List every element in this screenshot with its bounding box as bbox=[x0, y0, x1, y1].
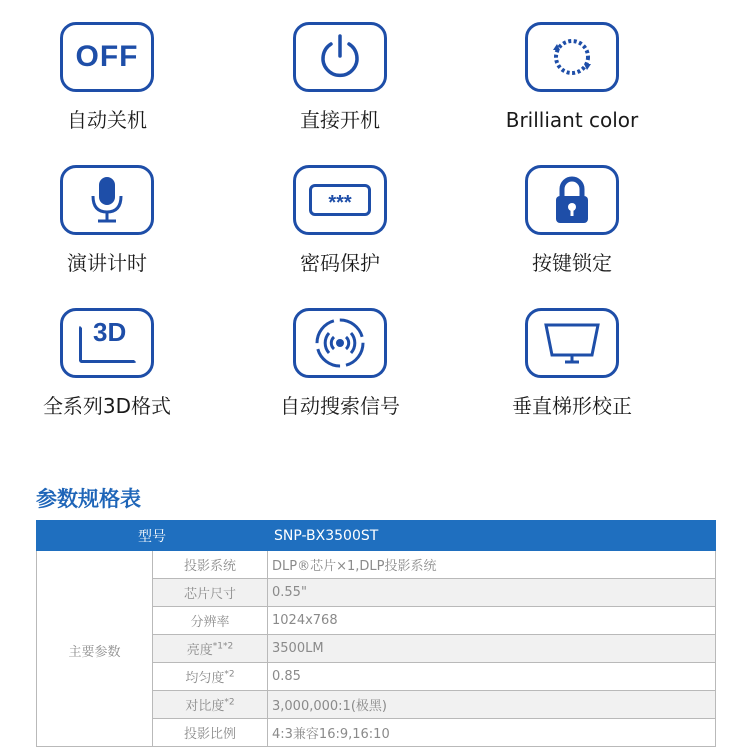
spec-value: DLP®芯片×1,DLP投影系统 bbox=[268, 551, 716, 579]
brilliant-color-icon bbox=[525, 22, 619, 92]
spec-key: 芯片尺寸 bbox=[153, 579, 268, 607]
spec-value: 1024x768 bbox=[268, 607, 716, 635]
spec-key: 均匀度$^{*2}$ bbox=[153, 663, 268, 691]
feature-key-lock bbox=[487, 165, 657, 275]
off-icon bbox=[60, 22, 154, 92]
model-label: 型号 bbox=[37, 521, 268, 551]
feature-label: 密码保护 bbox=[300, 251, 380, 275]
feature-direct-power-on bbox=[255, 22, 425, 132]
password-icon bbox=[293, 165, 387, 235]
lock-icon bbox=[525, 165, 619, 235]
password-icon-text: *** bbox=[328, 192, 352, 214]
feature-label: 自动关机 bbox=[67, 108, 147, 132]
feature-speech-timer bbox=[22, 165, 192, 275]
spec-group-label: 主要参数 bbox=[37, 551, 153, 747]
spec-value: 3500LM bbox=[268, 635, 716, 663]
spec-key: 亮度$^{*1*2}$ bbox=[153, 635, 268, 663]
signal-search-icon bbox=[293, 308, 387, 378]
feature-auto-signal-search bbox=[255, 308, 425, 418]
footnote-mark: *2 bbox=[224, 697, 235, 708]
footnote-mark: *2 bbox=[224, 669, 235, 680]
section-title: 参数规格表 bbox=[36, 487, 141, 511]
spec-value: 4:3兼容16:9,16:10 bbox=[268, 719, 716, 747]
table-row bbox=[37, 551, 716, 579]
microphone-icon bbox=[60, 165, 154, 235]
spec-value: 0.85 bbox=[268, 663, 716, 691]
3d-display-icon bbox=[60, 308, 154, 378]
feature-label: 按键锁定 bbox=[532, 251, 612, 275]
spec-key: 分辨率 bbox=[153, 607, 268, 635]
feature-label: 直接开机 bbox=[300, 108, 380, 132]
model-value: SNP-BX3500ST bbox=[268, 521, 716, 551]
feature-brilliant-color bbox=[487, 22, 657, 132]
spec-key: 投影系统 bbox=[153, 551, 268, 579]
feature-keystone-correction bbox=[487, 308, 657, 418]
feature-label: Brilliant color bbox=[505, 108, 639, 132]
3d-icon-text: 3D bbox=[93, 317, 127, 347]
keystone-icon bbox=[525, 308, 619, 378]
spec-value: 3,000,000:1(极黑) bbox=[268, 691, 716, 719]
spec-key: 对比度$^{*2}$ bbox=[153, 691, 268, 719]
feature-label: 演讲计时 bbox=[67, 251, 147, 275]
spec-table bbox=[36, 520, 716, 747]
feature-label: 自动搜索信号 bbox=[280, 394, 400, 418]
spec-value: 0.55" bbox=[268, 579, 716, 607]
feature-password-protection bbox=[255, 165, 425, 275]
feature-label: 垂直梯形校正 bbox=[512, 394, 632, 418]
spec-header-row bbox=[37, 521, 716, 551]
feature-label: 全系列3D格式 bbox=[42, 394, 172, 418]
feature-auto-off bbox=[22, 22, 192, 132]
feature-3d-format bbox=[22, 308, 192, 418]
spec-key: 投影比例 bbox=[153, 719, 268, 747]
footnote-mark: *1*2 bbox=[212, 641, 234, 652]
power-icon bbox=[293, 22, 387, 92]
off-icon-text: OFF bbox=[75, 40, 139, 73]
